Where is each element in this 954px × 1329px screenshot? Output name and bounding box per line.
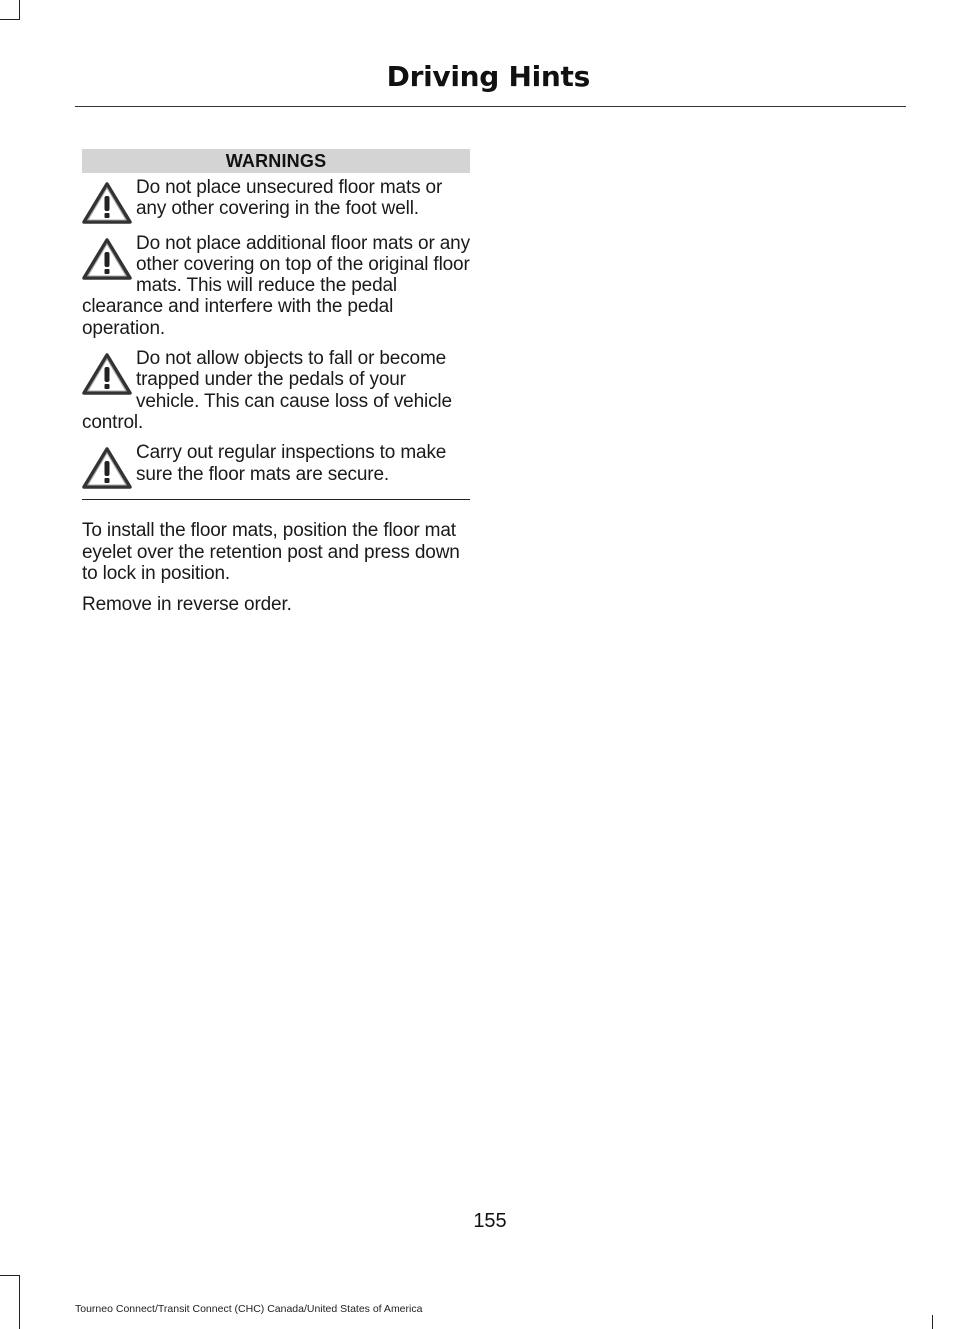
crop-mark <box>19 1275 20 1329</box>
warning-text: Do not allow objects to fall or become trapped under the pedals of your vehicle. This can cause loss of vehicle control. <box>82 348 452 433</box>
warning-triangle-icon <box>82 352 132 396</box>
warning-item <box>82 348 470 433</box>
warnings-heading: WARNINGS <box>82 149 470 173</box>
footer-publication: Tourneo Connect/Transit Connect (CHC) Canada/United States of America <box>75 1303 423 1315</box>
warning-triangle-icon <box>82 181 132 225</box>
body-paragraph: To install the floor mats, position the floor mat eyelet over the retention post and press down to lock in position. <box>82 520 460 584</box>
main-column <box>82 149 470 615</box>
warning-text: Do not place unsecured floor mats or any other covering in the foot well. <box>136 177 443 220</box>
warning-item <box>82 233 470 339</box>
warning-triangle-icon <box>82 237 132 281</box>
page-title: Driving Hints <box>386 60 590 93</box>
crop-mark <box>932 1315 933 1329</box>
page-number: 155 <box>473 1210 507 1232</box>
warning-item <box>82 442 470 490</box>
body-paragraph: Remove in reverse order. <box>82 594 292 616</box>
warning-triangle-icon <box>82 446 132 490</box>
crop-mark <box>19 0 20 20</box>
title-divider <box>75 106 906 107</box>
crop-mark <box>0 19 19 20</box>
crop-mark <box>0 1275 19 1276</box>
warning-item <box>82 177 470 220</box>
warnings-divider <box>82 499 470 500</box>
warning-text: Do not place additional floor mats or any other covering on top of the original floor mats. This will reduce the pedal clearance and interfere with the pedal operation. <box>82 232 470 339</box>
warning-text: Carry out regular inspections to make sure the floor mats are secure. <box>136 442 447 485</box>
